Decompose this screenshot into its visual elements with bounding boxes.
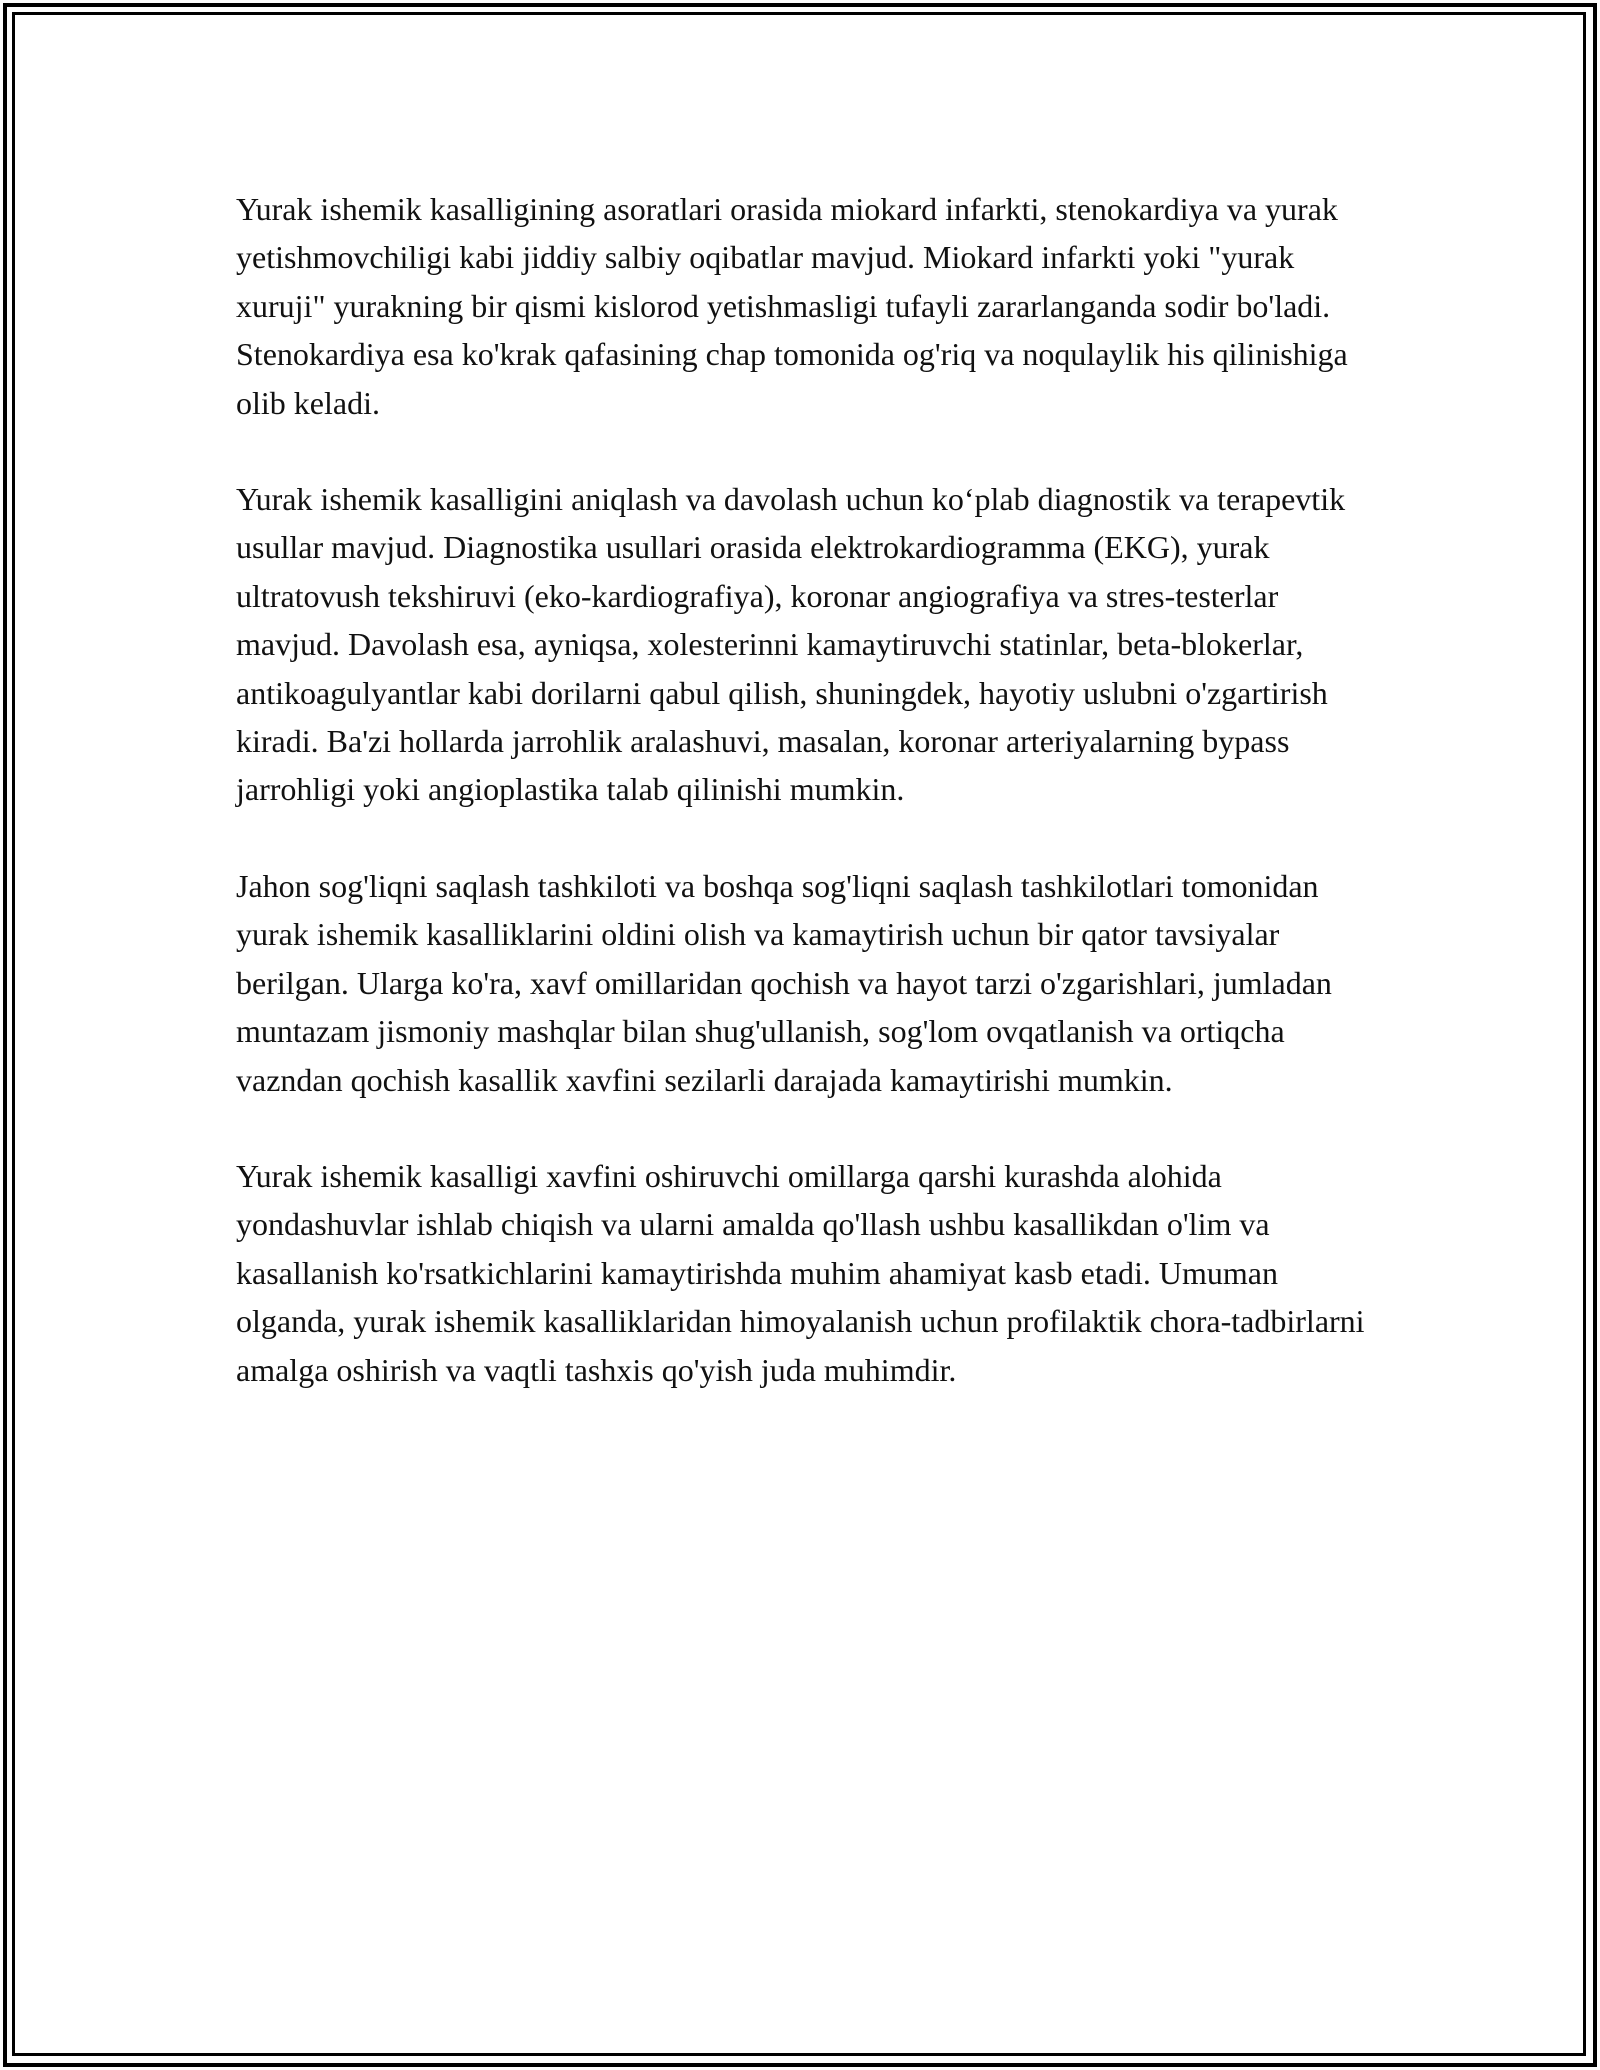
paragraph-recommendations: Jahon sog'liqni saqlash tashkiloti va boshqa sog'liqni saqlash tashkilotlari tomonidan yurak ishemik kasalliklarini oldini olish va kamaytirish uchun bir qator tavsiyalar berilgan. Ularga ko'ra, xavf omillaridan qochish va hayot tarzi o'zgarishlari, jumladan muntazam jismoniy mashqlar bilan shug'ullanish, sog'lom ovqatlanish va ortiqcha vazndan qochish kasallik xavfini sezilarli darajada kamaytirishi mumkin. (236, 867, 1332, 1098)
paragraph-conclusion: Yurak ishemik kasalligi xavfini oshiruvchi omillarga qarshi kurashda alohida yondashuvlar ishlab chiqish va ularni amalda qo'llash ushbu kasallikdan o'lim va kasallanish ko'rsatkichlarini kamaytirishda muhim ahamiyat kasb etadi. Umuman olganda, yurak ishemik kasalliklaridan himoyalanish uchun profilaktik chora-tadbirlarni amalga oshirish va vaqtli tashxis qo'yish juda muhimdir. (236, 1157, 1365, 1388)
document-body (236, 185, 1376, 1442)
paragraph-complications: Yurak ishemik kasalligining asoratlari orasida miokard infarkti, stenokardiya va yurak yetishmovchiligi kabi jiddiy salbiy oqibatlar mavjud. Miokard infarkti yoki "yurak xuruji" yurakning bir qismi kislorod yetishmasligi tufayli zararlanganda sodir bo'ladi. Stenokardiya esa ko'krak qafasining chap tomonida og'riq va noqulaylik his qilinishiga olib keladi. (236, 191, 1348, 421)
paragraph-diagnosis-treatment: Yurak ishemik kasalligini aniqlash va davolash uchun ko‘plab diagnostik va terapevtik usullar mavjud. Diagnostika usullari orasida elektrokardiogramma (EKG), yurak ultratovush tekshiruvi (eko-kardiografiya), koronar angiografiya va stres-testerlar mavjud. Davolash esa, ayniqsa, xolesterinni kamaytiruvchi statinlar, beta-blokerlar, antikoagulyantlar kabi dorilarni qabul qilish, shuningdek, hayotiy uslubni o'zgartirish kiradi. Ba'zi hollarda jarrohlik aralashuvi, masalan, koronar arteriyalarning bypass jarrohligi yoki angioplastika talab qilinishi mumkin. (236, 481, 1346, 808)
